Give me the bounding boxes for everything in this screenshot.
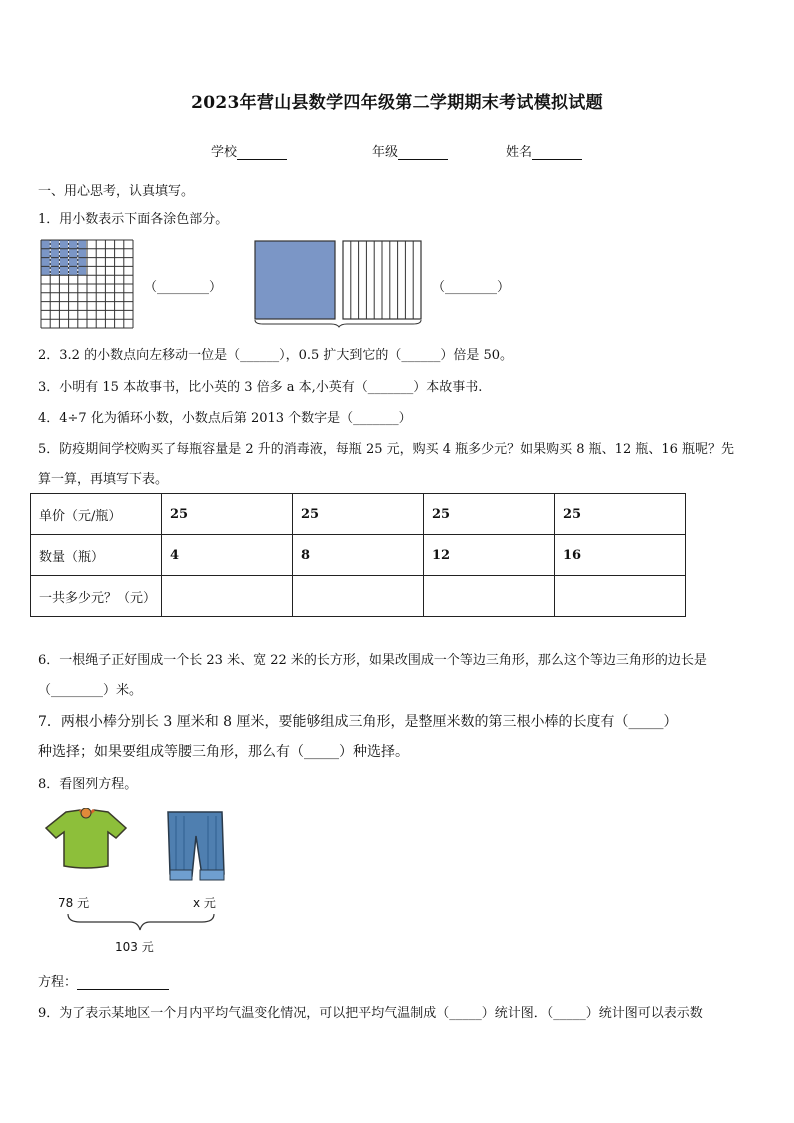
table-cell: 16 (555, 535, 686, 576)
question-2: 2．3.2 的小数点向左移动一位是（______），0.5 扩大到它的（______）倍是 50。 (38, 348, 514, 363)
pants-icon (164, 810, 226, 884)
square-and-strips-figure (253, 240, 425, 328)
answer-cell[interactable] (555, 576, 686, 617)
table-row (31, 576, 686, 617)
table-row (31, 535, 686, 576)
pants-price: x 元 (193, 896, 216, 910)
row-label: 单价（元/瓶） (31, 494, 162, 535)
price-table (30, 493, 686, 617)
table-cell: 25 (293, 494, 424, 535)
table-cell: 12 (424, 535, 555, 576)
table-cell: 4 (162, 535, 293, 576)
grade-label: 年级 (372, 145, 399, 160)
school-label: 学校 (211, 145, 238, 160)
answer-cell[interactable] (293, 576, 424, 617)
question-5-line1: 5．防疫期间学校购买了每瓶容量是 2 升的消毒液，每瓶 25 元，购买 4 瓶多少元？如果购买 8 瓶、12 瓶、16 瓶呢？先 (38, 442, 735, 457)
equation-field[interactable] (38, 971, 169, 990)
answer-cell[interactable] (162, 576, 293, 617)
equation-label: 方程： (38, 975, 78, 990)
section-heading: 一、用心思考，认真填写。 (38, 184, 195, 199)
hundred-grid-figure (40, 239, 134, 329)
row-label: 一共多少元？（元） (31, 576, 162, 617)
answer-blank-1a[interactable]: （________） (144, 280, 223, 295)
shirt-price: 78 元 (58, 896, 90, 910)
question-4: 4．4÷7 化为循环小数，小数点后第 2013 个数字是（_______） (38, 411, 412, 426)
table-cell: 8 (293, 535, 424, 576)
school-field[interactable] (211, 141, 287, 160)
row-label: 数量（瓶） (31, 535, 162, 576)
grade-field[interactable] (372, 141, 448, 160)
question-7-line1: 7．两根小棒分别长 3 厘米和 8 厘米，要能够组成三角形，是整厘米数的第三根小棒的长度有（_____） (38, 714, 678, 730)
table-cell: 25 (555, 494, 686, 535)
total-price: 103 元 (115, 940, 154, 954)
name-label: 姓名 (506, 145, 533, 160)
question-6-line2: （________）米。 (38, 683, 143, 698)
question-6-line1: 6．一根绳子正好围成一个长 23 米、宽 22 米的长方形，如果改围成一个等边三角形，那么这个等边三角形的边长是 (38, 653, 707, 668)
question-7-line2: 种选择；如果要组成等腰三角形，那么有（_____）种选择。 (38, 744, 409, 760)
answer-blank-1b[interactable]: （________） (432, 280, 511, 295)
question-1: 1．用小数表示下面各涂色部分。 (38, 212, 229, 227)
table-row (31, 494, 686, 535)
table-cell: 25 (424, 494, 555, 535)
full-square (255, 241, 335, 319)
question-3: 3．小明有 15 本故事书，比小英的 3 倍多 a 本,小英有（_______）本故事书. (38, 380, 483, 395)
page-title: 2023年营山县数学四年级第二学期期末考试模拟试题 (191, 93, 603, 113)
brace (255, 320, 421, 327)
name-field[interactable] (506, 141, 582, 160)
total-brace (66, 912, 216, 934)
question-5-line2: 算一算，再填写下表。 (38, 472, 169, 487)
shirt-icon (44, 808, 128, 870)
table-cell: 25 (162, 494, 293, 535)
question-8: 8．看图列方程。 (38, 777, 138, 792)
question-9: 9．为了表示某地区一个月内平均气温变化情况，可以把平均气温制成（_____）统计图．（_____）统计图可以表示数 (38, 1006, 703, 1021)
answer-cell[interactable] (424, 576, 555, 617)
